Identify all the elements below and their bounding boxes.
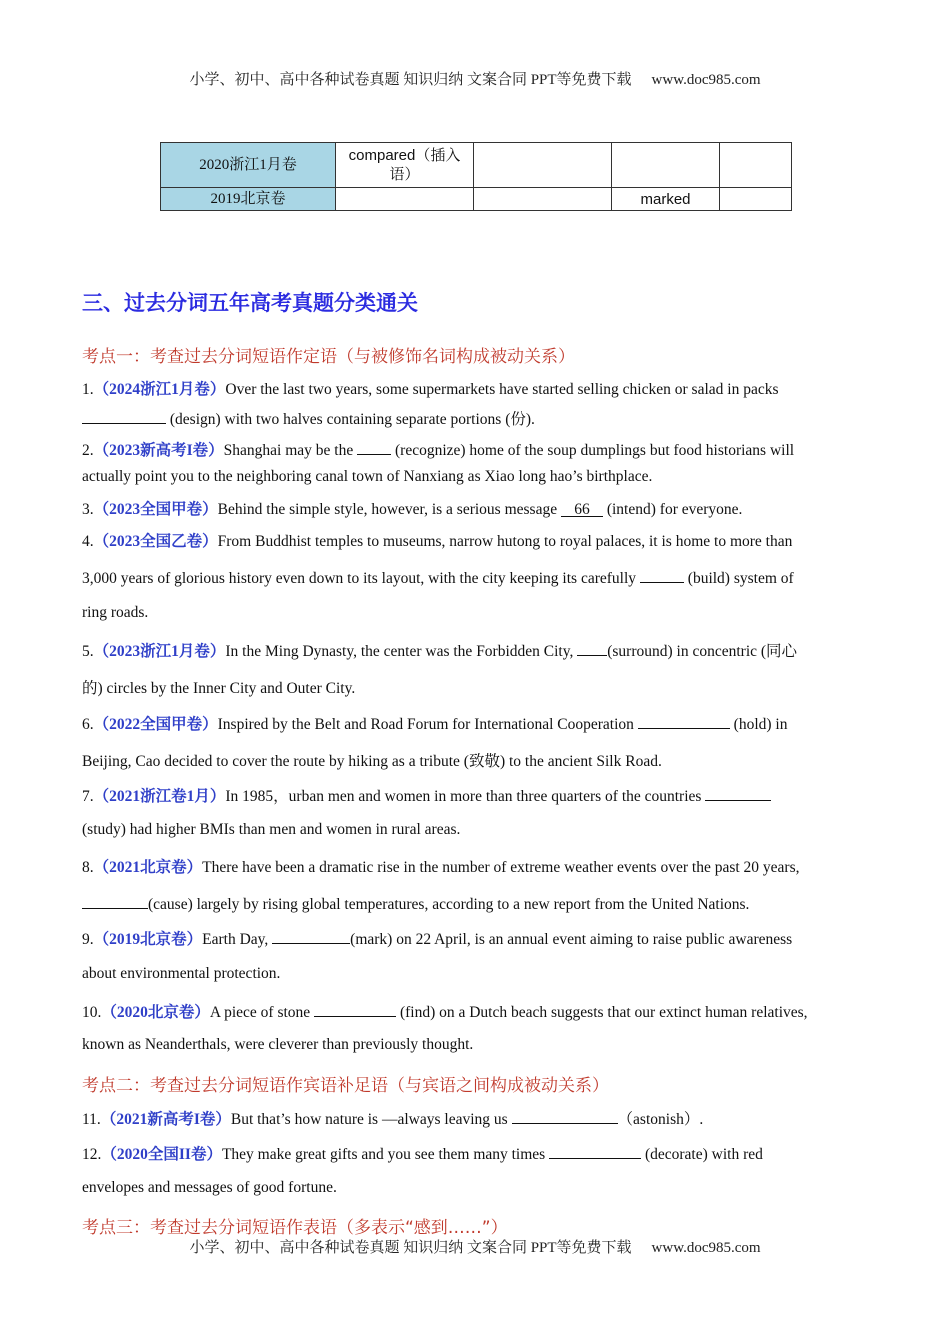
question-number: 11. (82, 1111, 101, 1128)
question-line (82, 676, 355, 698)
question-text: They make great gifts and you see them many times (221, 1146, 546, 1163)
question-text: （astonish）. (617, 1111, 704, 1128)
question-line (82, 407, 535, 429)
summary-table (160, 142, 792, 211)
question-text: (study) had higher BMIs than men and women in rural areas. (82, 821, 461, 838)
footer-text: 小学、初中、高中各种试卷真题 知识归纳 文案合同 PPT等免费下载 (189, 1240, 632, 1256)
answer-blank[interactable] (705, 785, 771, 801)
question-line (82, 855, 800, 877)
question-line (82, 604, 148, 622)
question-text: Behind the simple style, however, is a serious message (217, 501, 558, 518)
question-source: （2022全国甲卷） (93, 716, 218, 733)
point-heading-1: 考点一：考查过去分词短语作定语（与被修饰名词构成被动关系） (82, 347, 575, 367)
answer-blank[interactable] (314, 1001, 396, 1017)
page-footer (0, 1236, 950, 1257)
question-source: （2021北京卷） (93, 859, 203, 876)
question-text: about environmental protection. (82, 965, 281, 982)
question-text: In 1985，urban men and women in more than three quarters of the countries (225, 788, 702, 805)
table-cell: marked (612, 188, 720, 211)
question-line (82, 712, 787, 734)
question-text: (surround) in concentric (同心 (607, 643, 798, 660)
question-line (82, 1179, 337, 1197)
question-text: 3,000 years of glorious history even down to its layout, with the city keeping its carefully (82, 570, 637, 587)
answer-blank[interactable] (640, 567, 684, 583)
table-cell (474, 143, 612, 188)
question-line (82, 893, 749, 914)
question-text: (recognize) home of the soup dumplings but food historians will (395, 442, 795, 459)
question-source: （2020全国II卷） (101, 1146, 222, 1163)
question-line (82, 965, 280, 983)
question-text: (hold) in (733, 716, 788, 733)
question-line (82, 567, 794, 588)
question-text: actually point you to the neighboring canal town of Nanxiang as Xiao long hao’s birthplace. (82, 468, 653, 485)
question-source: （2020北京卷） (101, 1004, 210, 1021)
question-line (82, 1142, 763, 1164)
footer-url[interactable]: www.doc985.com (651, 1240, 761, 1256)
question-source: （2024浙江1月卷） (93, 381, 226, 398)
question-text: ring roads. (82, 604, 149, 621)
question-source: （2021新高考I卷） (100, 1111, 231, 1128)
header-text: 小学、初中、高中各种试卷真题 知识归纳 文案合同 PPT等免费下载 (189, 72, 632, 88)
question-text: There have been a dramatic rise in the number of extreme weather events over the past 20 years, (202, 859, 800, 876)
question-text: Inspired by the Belt and Road Forum for International Cooperation (217, 716, 634, 733)
question-line (82, 821, 460, 839)
table-cell (474, 188, 612, 211)
question-number: 6. (82, 716, 94, 733)
answer-blank[interactable] (512, 1108, 618, 1124)
answer-blank[interactable] (272, 928, 350, 944)
question-line (82, 438, 794, 460)
question-source: （2023全国乙卷） (93, 533, 218, 550)
question-line (82, 639, 797, 661)
question-source: （2023全国甲卷） (93, 501, 218, 518)
question-line (82, 784, 771, 806)
question-text: 的) circles by the Inner City and Outer City. (82, 680, 356, 697)
table-row-head: 2019北京卷 (161, 188, 336, 211)
question-line (82, 468, 652, 486)
question-text: Beijing, Cao decided to cover the route by hiking as a tribute (致敬) to the ancient Silk Road. (82, 753, 662, 770)
question-line (82, 749, 662, 771)
table-row (161, 143, 792, 188)
table-cell (720, 188, 792, 211)
question-text: In the Ming Dynasty, the center was the Forbidden City, (225, 643, 574, 660)
question-text: From Buddhist temples to museums, narrow hutong to royal palaces, it is home to more than (217, 533, 793, 550)
question-text: (find) on a Dutch beach suggests that our extinct human relatives, (399, 1004, 808, 1021)
question-text: Earth Day, (202, 931, 269, 948)
answer-blank[interactable] (82, 893, 148, 909)
question-source: （2021浙江卷1月） (93, 788, 226, 805)
question-text: (intend) for everyone. (606, 501, 743, 518)
question-line (82, 497, 742, 519)
answer-blank[interactable] (82, 408, 166, 424)
table-row-head: 2020浙江1月卷 (161, 143, 336, 188)
question-line (82, 1000, 808, 1022)
question-text: (decorate) with red (644, 1146, 763, 1163)
question-number: 8. (82, 859, 94, 876)
question-line (82, 1036, 473, 1054)
question-text: (build) system of (687, 570, 794, 587)
answer-blank[interactable] (577, 640, 607, 656)
section-title: 三、过去分词五年高考真题分类通关 (82, 291, 418, 315)
question-number: 1. (82, 381, 94, 398)
question-line (82, 927, 792, 949)
page-header (0, 68, 950, 89)
question-number: 10. (82, 1004, 102, 1021)
question-text: envelopes and messages of good fortune. (82, 1179, 337, 1196)
question-number: 2. (82, 442, 94, 459)
point-heading-2: 考点二：考查过去分词短语作宾语补足语（与宾语之间构成被动关系） (82, 1076, 609, 1096)
point-heading-3: 考点三：考查过去分词短语作表语（多表示“感到……”） (82, 1218, 508, 1238)
question-text: (design) with two halves containing separate portions (份). (169, 411, 535, 428)
question-text: (cause) largely by rising global temperatures, according to a new report from the United Nations. (148, 896, 750, 913)
answer-blank[interactable] (638, 713, 730, 729)
question-text: Shanghai may be the (223, 442, 354, 459)
question-text: (mark) on 22 April, is an annual event aiming to raise public awareness (350, 931, 793, 948)
question-number: 3. (82, 501, 94, 518)
table-cell (720, 143, 792, 188)
question-text: known as Neanderthals, were cleverer than previously thought. (82, 1036, 474, 1053)
header-url[interactable]: www.doc985.com (651, 72, 761, 88)
question-line (82, 377, 778, 399)
answer-blank[interactable] (357, 439, 391, 455)
table-cell (612, 143, 720, 188)
question-number: 5. (82, 643, 94, 660)
question-source: （2019北京卷） (93, 931, 203, 948)
question-number: 7. (82, 788, 94, 805)
question-text: A piece of stone (209, 1004, 311, 1021)
question-line (82, 1107, 703, 1129)
question-text: Over the last two years, some supermarkets have started selling chicken or salad in packs (225, 381, 779, 398)
question-source: （2023新高考I卷） (93, 442, 224, 459)
answer-blank[interactable]: 66 (561, 501, 603, 517)
question-line (82, 529, 792, 551)
question-number: 12. (82, 1146, 102, 1163)
question-source: （2023浙江1月卷） (93, 643, 226, 660)
table-row (161, 188, 792, 211)
question-text: But that’s how nature is —always leaving us (230, 1111, 508, 1128)
table-cell (336, 188, 474, 211)
question-number: 9. (82, 931, 94, 948)
answer-blank[interactable] (549, 1143, 641, 1159)
question-number: 4. (82, 533, 94, 550)
table-cell: compared（插入语） (336, 143, 474, 188)
